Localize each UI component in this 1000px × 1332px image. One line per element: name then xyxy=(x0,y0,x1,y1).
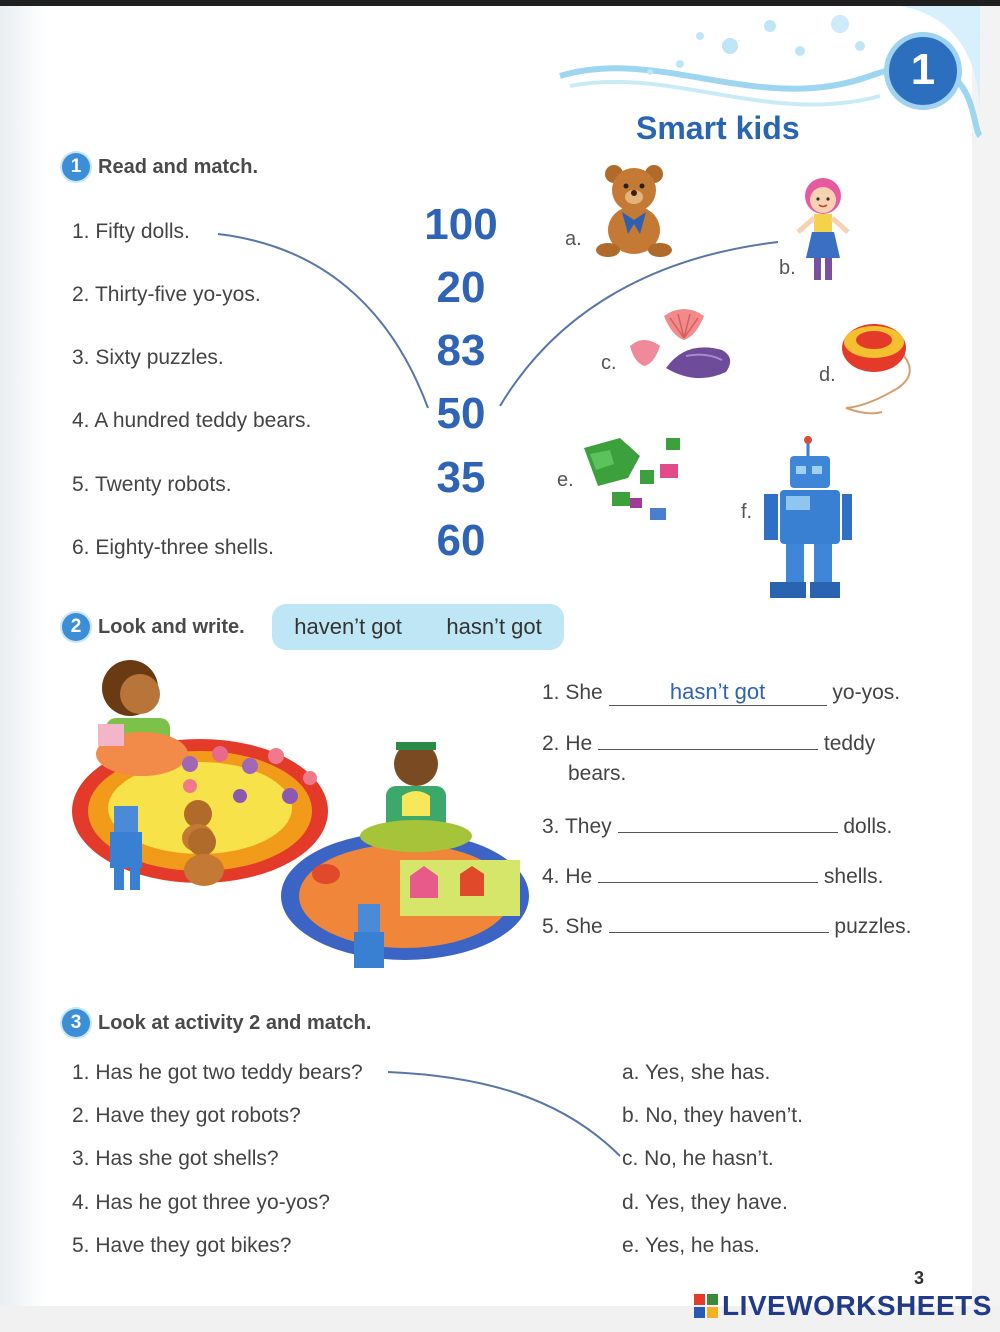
s1-item-3: 3. Sixty puzzles. xyxy=(72,346,224,369)
s1-item-2: 2. Thirty-five yo-yos. xyxy=(72,283,261,306)
word-bank-option-1: haven’t got xyxy=(294,614,402,639)
s2-sentence-2-cont: bears. xyxy=(568,762,627,785)
s1-item-4: 4. A hundred teddy bears. xyxy=(72,409,312,432)
s3-answer-d[interactable]: d. Yes, they have. xyxy=(622,1191,788,1214)
s2-sentence-2-start: 2. He xyxy=(542,732,593,755)
s2-sentence-3-start: 3. They xyxy=(542,815,612,838)
liveworksheets-wordmark: LIVEWORKSHEETS xyxy=(722,1290,992,1321)
worksheet-page xyxy=(0,6,1000,1306)
s3-answer-c[interactable]: c. No, he hasn’t. xyxy=(622,1147,774,1170)
s3-question-4[interactable]: 4. Has he got three yo-yos? xyxy=(72,1191,330,1214)
s1-number-1[interactable]: 100 xyxy=(424,200,498,249)
s2-sentence-5-start: 5. She xyxy=(542,915,603,938)
s1-item-5: 5. Twenty robots. xyxy=(72,473,232,496)
s2-sentence-5-end: puzzles. xyxy=(834,915,912,938)
s2-sentence-1-start: 1. She xyxy=(542,681,603,704)
picture-label-e: e. xyxy=(557,469,574,491)
s2-sentence-4-end: shells. xyxy=(823,865,884,888)
s1-number-5[interactable]: 35 xyxy=(436,453,486,502)
picture-label-d: d. xyxy=(819,364,836,386)
s3-question-1[interactable]: 1. Has he got two teddy bears? xyxy=(72,1061,363,1084)
section3-title: Look at activity 2 and match. xyxy=(98,1011,372,1034)
unit-number-badge: 1 xyxy=(884,32,962,110)
page-number: 3 xyxy=(914,1268,925,1288)
section1-title: Read and match. xyxy=(98,155,259,178)
s3-question-3[interactable]: 3. Has she got shells? xyxy=(72,1147,279,1170)
s1-number-2[interactable]: 20 xyxy=(436,263,486,312)
s1-number-4[interactable]: 50 xyxy=(436,389,486,438)
picture-label-a: a. xyxy=(565,228,582,250)
page-title: Smart kids xyxy=(636,110,800,146)
picture-label-b: b. xyxy=(779,257,796,279)
s1-item-6: 6. Eighty-three shells. xyxy=(72,536,274,559)
picture-label-c: c. xyxy=(601,352,617,374)
word-bank-option-2: hasn’t got xyxy=(446,614,542,639)
section1-number-badge: 1 xyxy=(62,153,90,181)
section3-number-badge: 3 xyxy=(62,1009,90,1037)
section2-number-badge: 2 xyxy=(62,613,90,641)
match-line-q1-to-c xyxy=(388,1072,620,1156)
picture-label-f: f. xyxy=(741,501,753,523)
s3-match-lines xyxy=(0,6,1000,1306)
s3-question-2[interactable]: 2. Have they got robots? xyxy=(72,1104,301,1127)
s1-number-3[interactable]: 83 xyxy=(436,326,486,375)
s2-answer-1-field[interactable]: hasn’t got xyxy=(609,679,827,706)
liveworksheets-logo[interactable] xyxy=(694,1290,992,1322)
s2-sentence-3-end: dolls. xyxy=(843,815,893,838)
s3-answer-e[interactable]: e. Yes, he has. xyxy=(622,1234,760,1257)
s2-sentence-2-end: teddy xyxy=(823,732,876,755)
s2-sentence-1-end: yo-yos. xyxy=(832,681,901,704)
s2-sentence-4-start: 4. He xyxy=(542,865,593,888)
s1-number-6[interactable]: 60 xyxy=(436,516,486,565)
s3-question-5[interactable]: 5. Have they got bikes? xyxy=(72,1234,292,1257)
s1-item-1: 1. Fifty dolls. xyxy=(72,220,190,243)
s3-answer-a[interactable]: a. Yes, she has. xyxy=(622,1061,771,1084)
section2-title: Look and write. xyxy=(98,615,245,638)
s3-answer-b[interactable]: b. No, they haven’t. xyxy=(622,1104,803,1127)
liveworksheets-grid-icon xyxy=(694,1294,718,1318)
